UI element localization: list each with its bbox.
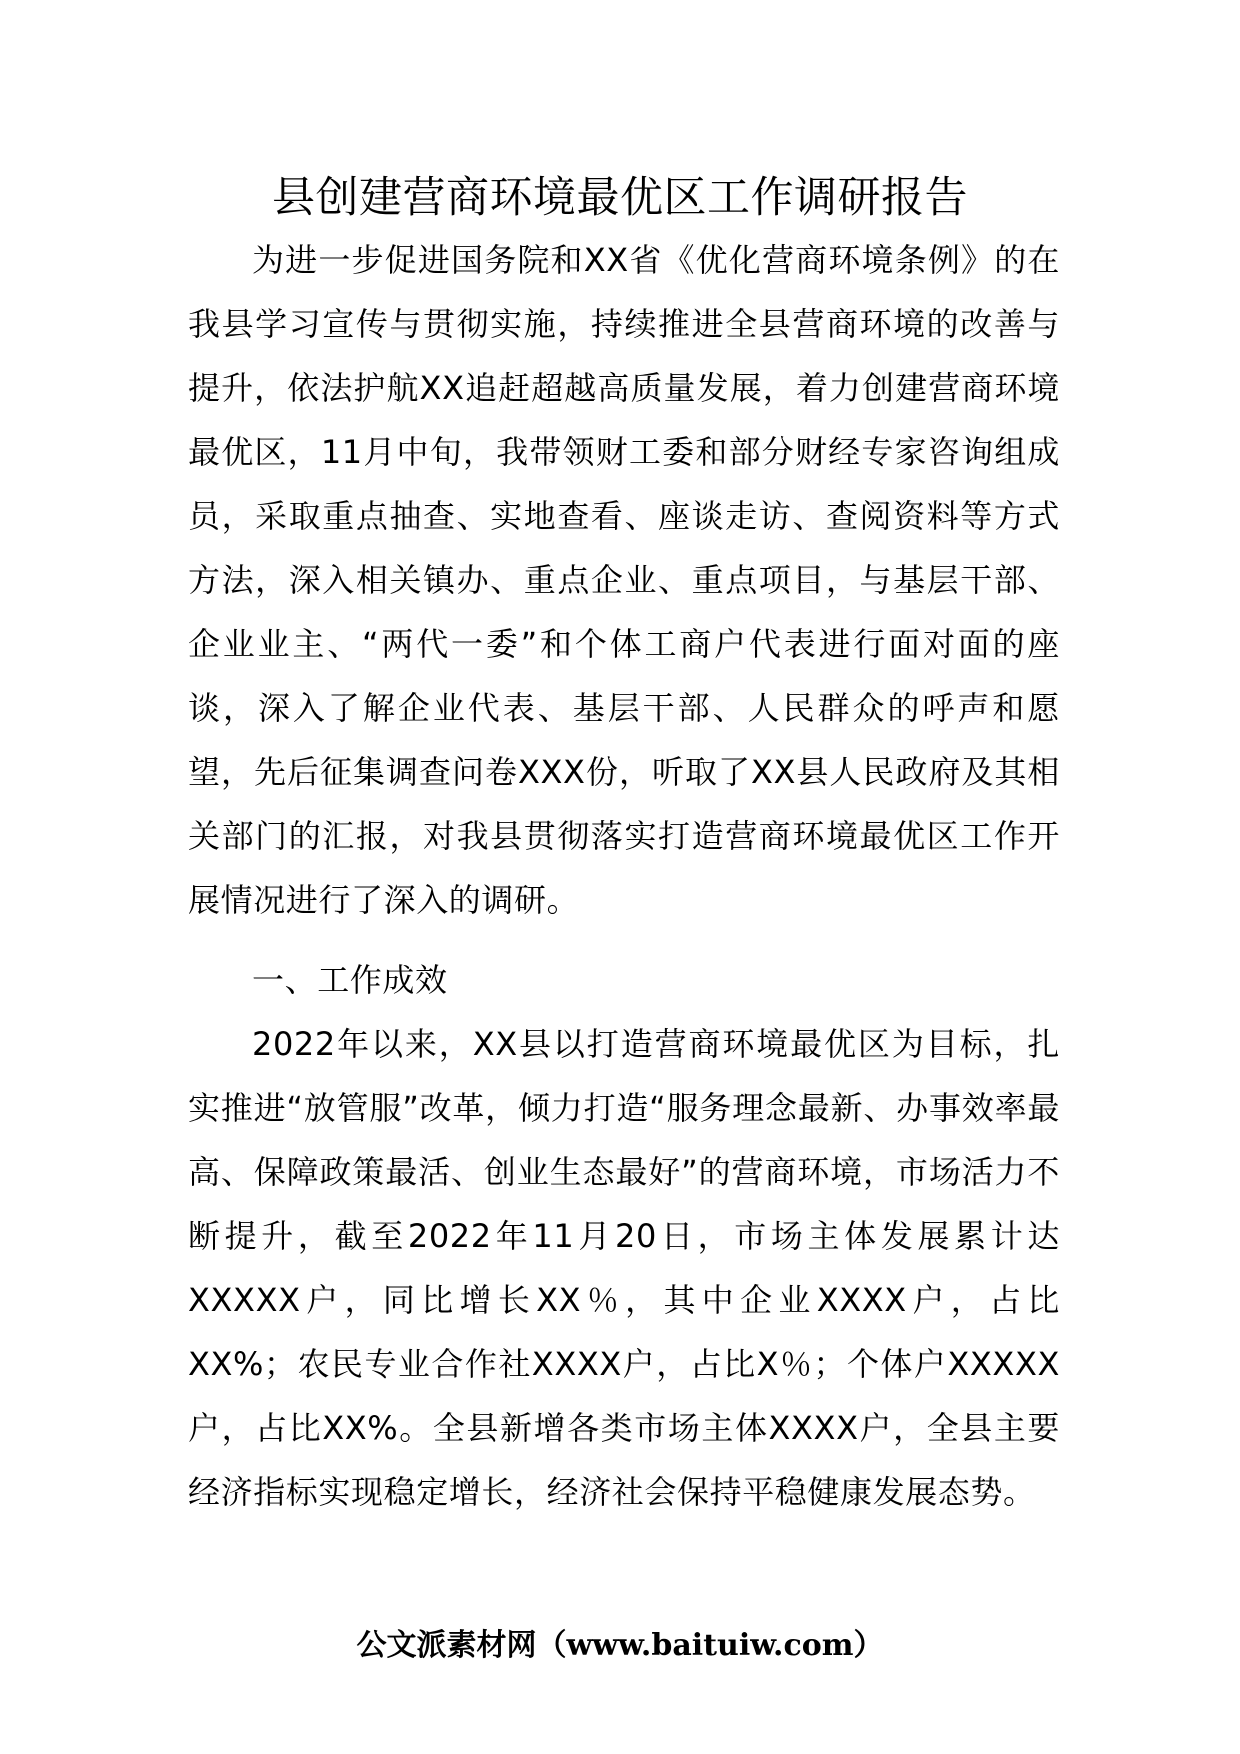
document-title: 县创建营商环境最优区工作调研报告 (272, 173, 968, 223)
section-heading: 一、工作成效 (252, 961, 448, 999)
results-paragraph: 2022年以来，XX县以打造营商环境最优区为目标，扎实推进“放管服”改革，倾力打造“服务理念最新、办事效率最高、保障政策最活、创业生态最好”的营商环境，市场活力不断提升，截至2022年11月20日，市场主体发展累计达XXXXX户，同比增长XX％，其中企业XXXX户，占比XX%；农民专业合作社XXXX户，占比X％；个体户XXXXX户，占比XX%。全县新增各类市场主体XXXX户，全县主要经济指标实现稳定增长，经济社会保持平稳健康发展态势。 (188, 1025, 1060, 1511)
intro-paragraph: 为进一步促进国务院和XX省《优化营商环境条例》的在我县学习宣传与贯彻实施，持续推进全县营商环境的改善与提升，依法护航XX追赶超越高质量发展，着力创建营商环境最优区，11月中旬，我带领财工委和部分财经专家咨询组成员，采取重点抽查、实地查看、座谈走访、查阅资料等方式方法，深入相关镇办、重点企业、重点项目，与基层干部、企业业主、“两代一委”和个体工商户代表进行面对面的座谈，深入了解企业代表、基层干部、人民群众的呼声和愿望，先后征集调查问卷XXX份，听取了XX县人民政府及其相关部门的汇报，对我县贯彻落实打造营商环境最优区工作开展情况进行了深入的调研。 (188, 241, 1060, 919)
footer-watermark: 公文派素材网（www.baituiw.com） (356, 1628, 884, 1663)
